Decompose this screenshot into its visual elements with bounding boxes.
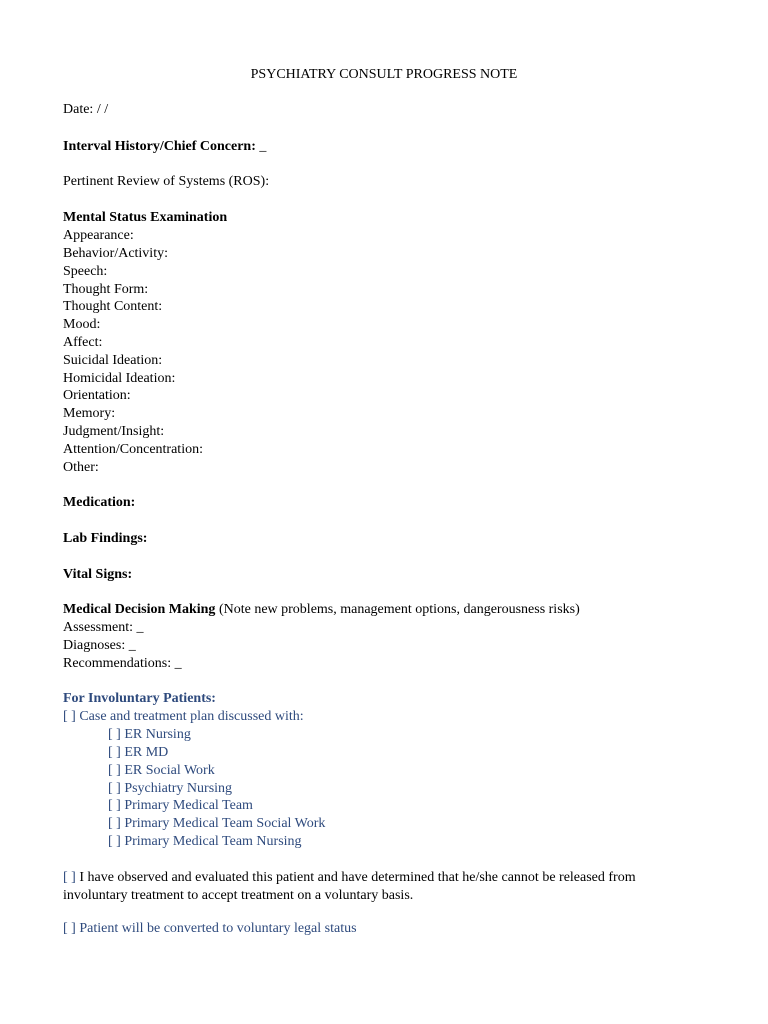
medication-label: Medication:: [63, 495, 136, 510]
mse-item-homicidal-ideation: Homicidal Ideation:: [63, 371, 176, 386]
mse-item-orientation: Orientation:: [63, 388, 131, 403]
mse-item-memory: Memory:: [63, 406, 116, 421]
option-er-md[interactable]: [ ] ER MD: [108, 745, 169, 760]
involuntary-heading: For Involuntary Patients:: [63, 691, 216, 706]
mse-item-suicidal-ideation: Suicidal Ideation:: [63, 353, 163, 368]
interval-history-line: [63, 138, 266, 156]
mse-item-speech: Speech:: [63, 264, 108, 279]
assessment-line: Assessment: _: [63, 620, 144, 635]
date-line: Date: / /: [63, 102, 109, 117]
ros-line: Pertinent Review of Systems (ROS):: [63, 174, 270, 189]
mdm-heading: Medical Decision Making: [63, 602, 216, 617]
option-primary-medical-team-social-work[interactable]: [ ] Primary Medical Team Social Work: [108, 816, 326, 831]
mdm-note: (Note new problems, management options, dangerousness risks): [215, 602, 580, 617]
mse-item-other: Other:: [63, 460, 99, 475]
recommendations-line: Recommendations: _: [63, 656, 182, 671]
diagnoses-line: Diagnoses: _: [63, 638, 136, 653]
converted-statement-checkbox[interactable]: [ ] Patient will be converted to voluntary legal status: [63, 921, 357, 936]
mse-item-judgment-insight: Judgment/Insight:: [63, 424, 165, 439]
observed-statement: [63, 869, 703, 905]
observed-text: I have observed and evaluated this patient and have determined that he/she cannot be released from involuntary treatment to accept treatment on a voluntary basis.: [63, 870, 636, 903]
option-primary-medical-team-nursing[interactable]: [ ] Primary Medical Team Nursing: [108, 834, 302, 849]
discussed-with-checkbox[interactable]: [ ] Case and treatment plan discussed with:: [63, 709, 304, 724]
option-psychiatry-nursing[interactable]: [ ] Psychiatry Nursing: [108, 781, 233, 796]
mse-item-thought-form: Thought Form:: [63, 282, 149, 297]
mse-item-attention-concentration: Attention/Concentration:: [63, 442, 203, 457]
mse-item-thought-content: Thought Content:: [63, 299, 163, 314]
document-title: PSYCHIATRY CONSULT PROGRESS NOTE: [250, 67, 518, 82]
mse-item-mood: Mood:: [63, 317, 101, 332]
interval-history-label: Interval History/Chief Concern:: [63, 139, 256, 154]
vital-signs-label: Vital Signs:: [63, 567, 133, 582]
mse-item-affect: Affect:: [63, 335, 103, 350]
lab-findings-label: Lab Findings:: [63, 531, 148, 546]
mse-item-appearance: Appearance:: [63, 228, 134, 243]
mdm-line: [63, 601, 580, 619]
mse-item-behavior: Behavior/Activity:: [63, 246, 168, 261]
interval-history-value: _: [255, 139, 267, 154]
mse-heading: Mental Status Examination: [63, 210, 228, 225]
option-er-nursing[interactable]: [ ] ER Nursing: [108, 727, 191, 742]
option-er-social-work[interactable]: [ ] ER Social Work: [108, 763, 215, 778]
observed-checkbox[interactable]: [ ]: [63, 870, 76, 885]
option-primary-medical-team[interactable]: [ ] Primary Medical Team: [108, 798, 253, 813]
